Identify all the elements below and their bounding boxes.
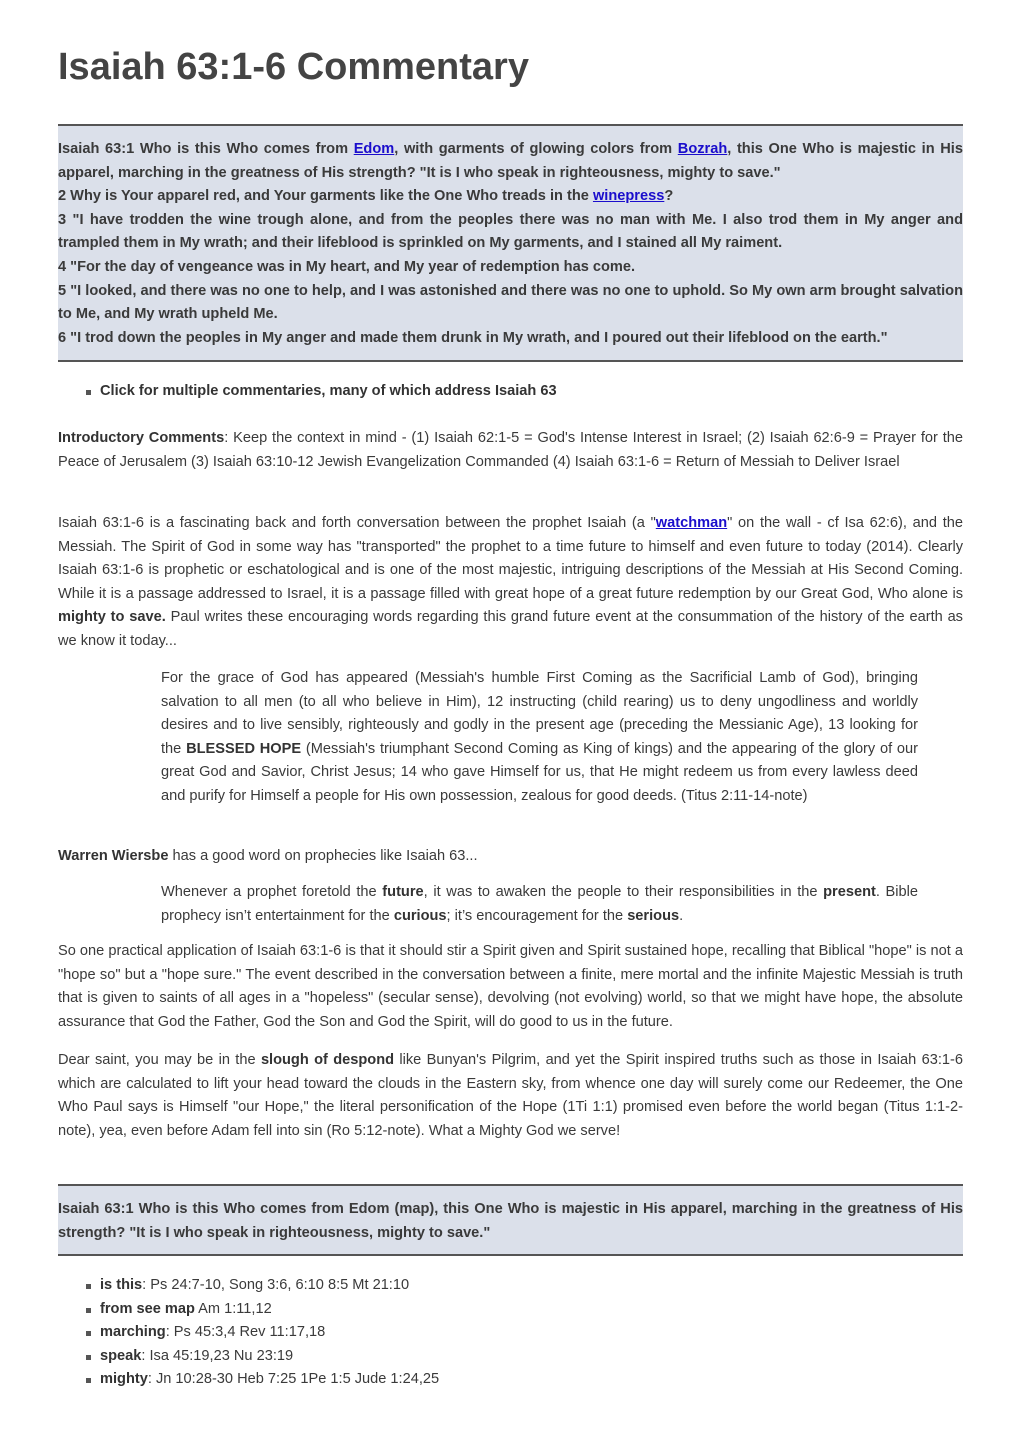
paragraph-3: So one practical application of Isaiah 63:1-6 is that it should stir a Spirit given and Spirit sustained hope, recalling that Biblical "hope" is not a "hope so" but a "hope sure." The event described in the conversation between a finite, mere mortal and the infinite Majestic Messiah is truth that is given to saints of all ages in a "hopeless" (secular sense), devolving (not evolving) world, so that we might have hope, the absolute assurance that God the Father, God the Son and God the Spirit, will do good to us in the future. — [58, 943, 963, 1030]
verse-3: 3 "I have trodden the wine trough alone, and from the peoples there was no man with Me. I also trod them in My anger and trampled them in My wrath; and their lifeblood is sprinkled on My garments, and I stained all My raiment. — [58, 211, 963, 252]
text: Paul writes these encouraging words regarding this grand future event at the consummation of the history of the earth as we know it today... — [58, 609, 963, 649]
verse-text: 2 Why is Your apparel red, and Your garments like the One Who treads in the — [58, 188, 593, 205]
bozrah-link[interactable]: Bozrah — [677, 141, 728, 157]
ref-term: marching — [100, 1324, 166, 1341]
ref-term: is this — [100, 1277, 143, 1293]
bold-text: present — [823, 884, 876, 900]
paragraph-4 — [58, 1049, 963, 1143]
bold-text: mighty to save. — [58, 609, 166, 626]
intro-label: Introductory Comments — [58, 430, 225, 446]
verse-1: Isaiah 63:1 Who is this Who comes from Edom (map), this One Who is majestic in His apparel, marching in the greatness of His strength? "It is I who speak in righteousness, mighty to save." — [58, 1201, 963, 1241]
intro-paragraph — [58, 427, 963, 474]
scripture-box-2 — [58, 1184, 963, 1256]
text: " on the wall - cf Isa 62:6), and the Messiah. The Spirit of God in some way has "transported" the prophet to a time future to himself and even future to today (2014). Clearly Isaiah 63:1-6 is prophetic or eschatological and is one of the most majestic, intriguing descriptions of the Messiah at His Second Coming. While it is a passage addressed to Israel, it is a passage filled with great hope of a great future redemption by our Great God, Who alone is — [58, 515, 963, 602]
verse-1 — [58, 138, 963, 185]
ref-verses: : Ps 45:3,4 Rev 11:17,18 — [165, 1324, 326, 1341]
bold-text: slough of despond — [260, 1052, 395, 1068]
text: ; it’s encouragement for the — [446, 907, 628, 924]
wiersbe-quote — [161, 881, 918, 928]
commentaries-link[interactable]: Click for multiple commentaries, many of which address Isaiah 63 — [100, 383, 557, 399]
verse-5: 5 "I looked, and there was no one to help, and I was astonished and there was no one to uphold. So My own arm brought salvation to Me, and My wrath upheld Me. — [58, 282, 963, 323]
cross-references-list — [58, 1274, 960, 1392]
verse-text: , with garments of glowing colors from — [394, 141, 678, 157]
verse-4: 4 "For the day of vengeance was in My heart, and My year of redemption has come. — [58, 258, 636, 275]
titus-quote — [161, 667, 918, 809]
list-item — [100, 1345, 960, 1369]
verse-2 — [58, 185, 963, 209]
list-item — [100, 380, 960, 404]
wiersbe-paragraph — [58, 845, 963, 869]
list-item — [100, 1368, 960, 1392]
bold-text: curious — [393, 907, 447, 924]
list-item — [100, 1274, 960, 1298]
ref-term: speak — [100, 1347, 142, 1364]
intro-text: : Keep the context in mind - (1) Isaiah 62:1-5 = God's Intense Interest in Israel; (2) Isaiah 62:6-9 = Prayer for the Peace of Jerusalem (3) Isaiah 63:10-12 Jewish Evangelization Commanded (4) Isaiah 63:1-6 = Return of Messiah to Deliver Israel — [58, 430, 964, 470]
text: Isaiah 63:1-6 is a fascinating back and forth conversation between the prophet Isaiah (a " — [58, 515, 656, 531]
text: Dear saint, you may be in the — [58, 1052, 261, 1068]
winepress-link[interactable]: winepress — [592, 188, 665, 205]
bold-text: future — [382, 884, 424, 900]
verse-text: ? — [664, 188, 674, 205]
text: , it was to awaken the people to their responsibilities in the — [423, 884, 824, 900]
text: For the grace of God has appeared (Messiah's humble First Coming as the Sacrificial Lamb of God), bringing salvation to all men (to all who believe in Him), 12 instructing (child rearing) us to deny ungodliness and worldly desires and to live sensibly, righteously and godly in the present age (preceding the Messianic Age), 13 looking for the — [161, 670, 918, 757]
watchman-link[interactable]: watchman — [655, 515, 728, 531]
text: . — [679, 907, 684, 924]
page-title: Isaiah 63:1-6 Commentary — [58, 46, 529, 88]
ref-term: mighty — [100, 1371, 148, 1388]
commentaries-list — [58, 380, 960, 404]
list-item — [100, 1321, 960, 1345]
text: has a good word on prophecies like Isaiah 63... — [168, 848, 478, 864]
text: like Bunyan's Pilgrim, and yet the Spirit inspired truths such as those in Isaiah 63:1-6 which are calculated to lift your head toward the clouds in the Eastern sky, from whence one day will surely come our Redeemer, the One Who Paul says is Himself "our Hope," the literal personification of the Hope (1Ti 1:1) promised even before the world began (Titus 1:1-2-note), yea, even before Adam fell into sin (Ro 5:12-note). What a Mighty God we serve! — [58, 1052, 963, 1139]
text: . Bible prophecy isn’t entertainment for the — [161, 884, 919, 924]
verse-text: Isaiah 63:1 Who is this Who comes from — [58, 141, 354, 157]
list-item — [100, 1298, 960, 1322]
scripture-box — [58, 124, 963, 362]
ref-verses: : Isa 45:19,23 Nu 23:19 — [141, 1347, 294, 1364]
paragraph-2 — [58, 512, 963, 654]
ref-verses: : Ps 24:7-10, Song 3:6, 6:10 8:5 Mt 21:10 — [142, 1277, 410, 1293]
bold-text: serious — [627, 907, 680, 924]
bold-text: BLESSED HOPE — [186, 740, 302, 757]
ref-term: from see map — [100, 1300, 195, 1317]
author-name: Warren Wiersbe — [58, 848, 169, 864]
text: Whenever a prophet foretold the — [161, 884, 383, 900]
edom-link[interactable]: Edom — [353, 141, 395, 157]
verse-6: 6 "I trod down the peoples in My anger and made them drunk in My wrath, and I poured out their lifeblood on the earth." — [58, 329, 888, 346]
text: (Messiah's triumphant Second Coming as King of kings) and the appearing of the glory of our great God and Savior, Christ Jesus; 14 who gave Himself for us, that He might redeem us from every lawless deed and purify for Himself a people for His own possession, zealous for good deeds. (Titus 2:11-14-note) — [161, 740, 919, 804]
verse-text: , this One Who is majestic in His apparel, marching in the greatness of His strength? "It is I who speak in righteousness, mighty to save." — [58, 141, 963, 181]
ref-verses: Am 1:11,12 — [194, 1300, 272, 1317]
ref-verses: : Jn 10:28-30 Heb 7:25 1Pe 1:5 Jude 1:24,25 — [147, 1371, 440, 1388]
